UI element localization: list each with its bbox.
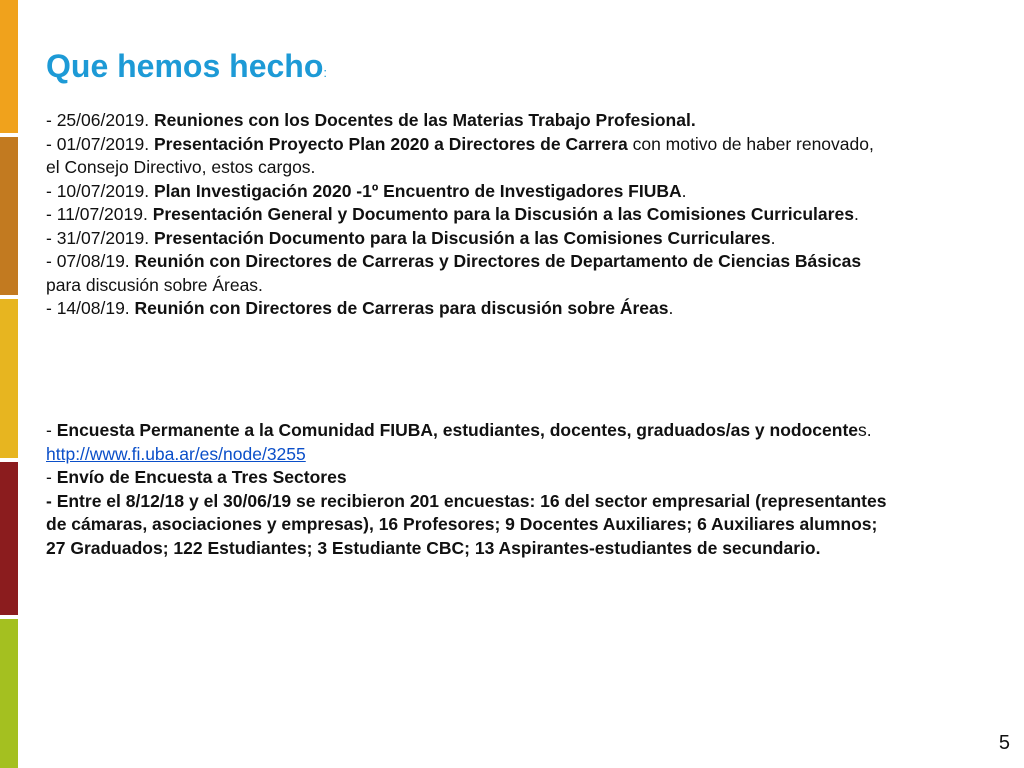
slide-title-text: Que hemos hecho (46, 48, 324, 84)
slide-title (46, 44, 327, 95)
accent-bar-orange (0, 0, 18, 133)
survey-link-line (46, 443, 1006, 467)
activity-line: - 07/08/19. Reunión con Directores de Carreras y Directores de Departamento de Ciencias Básicas (46, 251, 862, 271)
accent-bar-yellow (0, 299, 18, 458)
slide-title-colon: : (323, 65, 328, 80)
survey-sectors-line: - Envío de Encuesta a Tres Sectores (46, 467, 347, 487)
survey-results-line: de cámaras, asociaciones y empresas), 16 Profesores; 9 Docentes Auxiliares; 6 Auxiliares alumnos; (46, 514, 878, 534)
activity-line: - 01/07/2019. Presentación Proyecto Plan 2020 a Directores de Carrera con motivo de haber renovado, (46, 133, 874, 154)
survey-results-line: - Entre el 8/12/18 y el 30/06/19 se recibieron 201 encuestas: 16 del sector empresarial (representantes (46, 490, 887, 511)
activity-line: para discusión sobre Áreas. (46, 274, 263, 295)
survey-link[interactable]: http://www.fi.uba.ar/es/node/3255 (46, 443, 306, 464)
page-number: 5 (998, 732, 1010, 754)
activity-line: - 10/07/2019. Plan Investigación 2020 -1º Encuentro de Investigadores FIUBA. (46, 180, 687, 201)
survey-results-line: 27 Graduados; 122 Estudiantes; 3 Estudiante CBC; 13 Aspirantes-estudiantes de secundario. (46, 537, 821, 558)
accent-bar-red (0, 462, 18, 615)
activity-line: - 25/06/2019. Reuniones con los Docentes de las Materias Trabajo Profesional. (46, 110, 696, 130)
survey-section (46, 419, 1006, 560)
activity-line: - 11/07/2019. Presentación General y Documento para la Discusión a las Comisiones Curriculares. (46, 204, 859, 224)
accent-bar-green (0, 619, 18, 768)
activity-line: el Consejo Directivo, estos cargos. (46, 157, 316, 177)
activities-list (46, 109, 1006, 321)
accent-bar-brown (0, 137, 18, 295)
activity-line: - 31/07/2019. Presentación Documento para la Discusión a las Comisiones Curriculares. (46, 227, 776, 248)
activity-line: - 14/08/19. Reunión con Directores de Carreras para discusión sobre Áreas. (46, 298, 674, 318)
survey-intro: - Encuesta Permanente a la Comunidad FIUBA, estudiantes, docentes, graduados/as y nodocentes. (46, 420, 872, 440)
